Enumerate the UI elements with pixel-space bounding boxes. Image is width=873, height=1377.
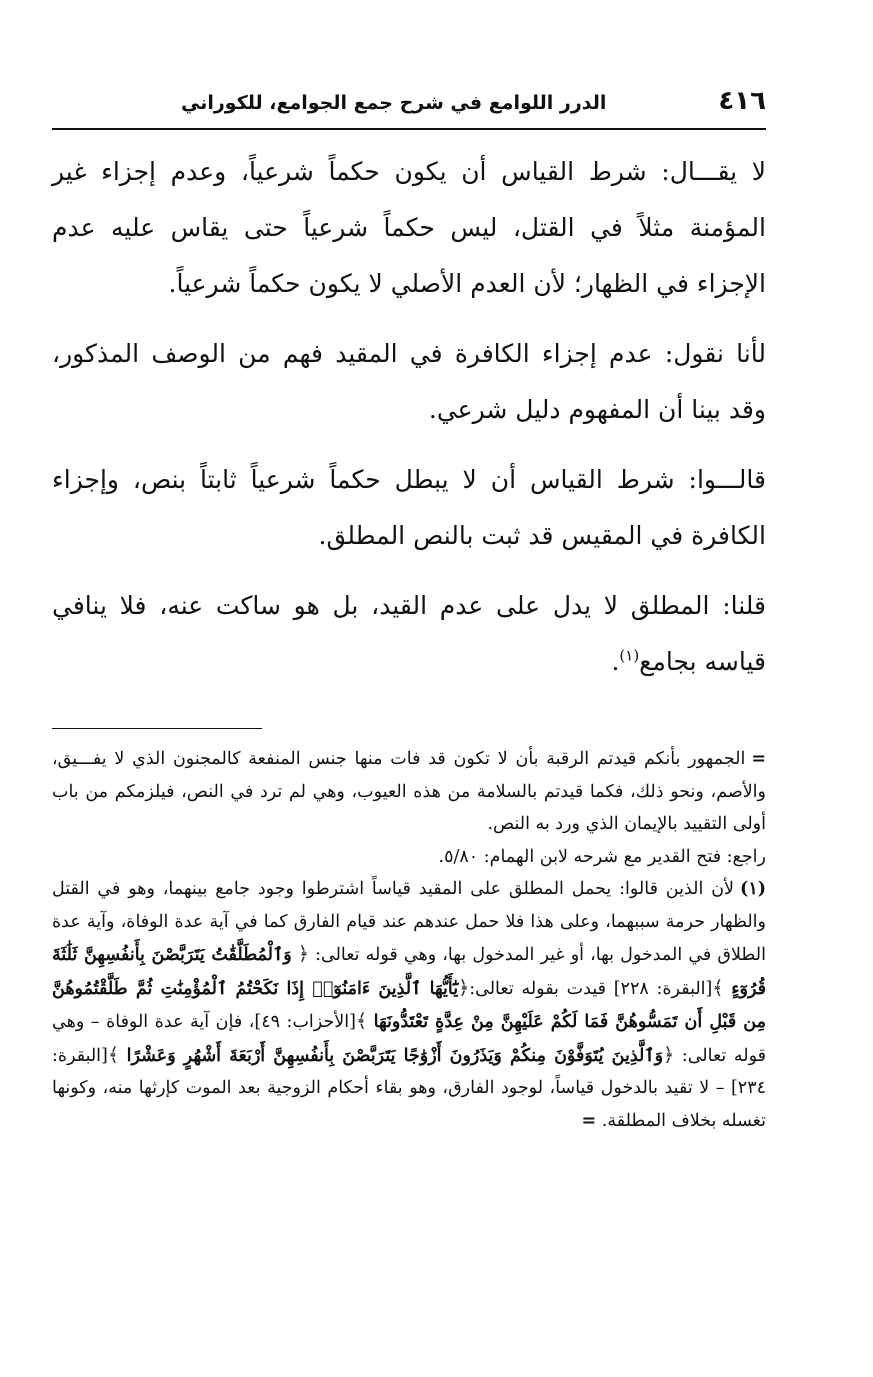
quran-brace-open: ﴿ [458,976,470,999]
citation-2: [الأحزاب: ٤٩] [254,1012,356,1032]
paragraph-3-lead: قالـــوا: [688,465,766,494]
citation-3: [البقرة: ٢٣٤] [52,1045,766,1098]
paragraph-4-end: . [611,647,620,676]
footnote-1-marker: (١) [740,879,766,899]
paragraph-4-lead: قلنا: [722,591,766,620]
continuation-text: الجمهور بأنكم قيدتم الرقبة بأن لا تكون قد فات منها جنس المنفعة كالمجنون الذي لا يفـــيق، والأصم، ونحو ذلك، فكما قيدتم بالسلامة من هذه العيوب، وهي لم ترد في النص، فيلزمكم من باب أولى التقييد بالإيمان الذي ورد به النص. [52,749,766,834]
paragraph-4 [52,578,766,690]
footnote-1-text-b: قيدت بقوله تعالى: [469,978,606,999]
page-header [52,86,766,126]
footnote-1-text-a: لأن الذين قالوا: يحمل المطلق على المقيد قياساً اشترطوا وجود جامع بينهما، وهو في القتل والظهار حرمة سببهما، وعلى هذا فلا حمل عندهم عند قيام الفارق كما في آية عدة الوفاة، وآية عدة الطلاق في المدخول بها، أو غير المدخول بها، وهي قوله تعالى: [52,879,766,965]
paragraph-2 [52,326,766,438]
footnote-1-text-d: – لا تقيد بالدخول قياساً، لوجود الفارق، وهو بقاء أحكام الزوجية بعد الموت كإرثها منه، وكونها تغسله بخلاف المطلقة. [52,1078,766,1131]
footnote-1 [52,873,766,1137]
paragraph-3-text: شرط القياس أن لا يبطل حكماً شرعياً ثابتاً بنص، وإجزاء الكافرة في المقيس قد ثبت بالنص المطلق. [52,465,766,550]
footnote-reference-line [52,841,766,874]
book-page [52,86,766,1137]
footnotes [52,743,766,1137]
paragraph-4-text: المطلق لا يدل على عدم القيد، بل هو ساكت عنه، فلا ينافي قياسه بجامع [52,591,766,676]
citation-1: [البقرة: ٢٢٨] [613,978,713,999]
main-text [52,144,766,690]
quran-brace-close: ﴾ [712,976,724,999]
continuation-end-marker: = [581,1110,597,1131]
reference-text: راجع: فتح القدير مع شرحه لابن الهمام: ٥/٨٠. [438,846,766,867]
paragraph-3 [52,452,766,564]
header-divider [52,128,766,130]
paragraph-1-lead: لا يقـــال: [661,157,766,186]
paragraph-1-text: شرط القياس أن يكون حكماً شرعياً، وعدم إجزاء غير المؤمنة مثلاً في القتل، ليس حكماً شرعياً حتى يقاس عليه عدم الإجزاء في الظهار؛ لأن العدم الأصلي لا يكون حكماً شرعياً. [52,157,766,298]
paragraph-2-lead: لأنا نقول: [664,339,766,368]
paragraph-1 [52,144,766,312]
page-number: ٤١٦ [718,86,766,116]
continuation-marker: = [751,749,766,769]
footnote-1-text-c: ، فإن آية عدة الوفاة – وهي قوله تعالى: [52,1012,766,1066]
quran-brace-close: ﴾ [107,1043,120,1066]
paragraph-2-text: عدم إجزاء الكافرة في المقيد فهم من الوصف المذكور، وقد بينا أن المفهوم دليل شرعي. [52,339,766,424]
quran-brace-close: ﴾ [355,1010,368,1032]
footnote-reference: (١) [619,646,640,665]
quran-verse-2: يَٰٓأَيُّهَا ٱلَّذِينَ ءَامَنُوٓا۟ إِذَا نَكَحْتُمُ ٱلْمُؤْمِنَٰتِ ثُمَّ طَلَّقْتُمُوهُنَّ مِن قَبْلِ أَن تَمَسُّوهُنَّ فَمَا لَكُمْ عَلَيْهِنَّ مِنْ عِدَّةٍ تَعْتَدُّونَهَا [52,978,766,1032]
footnote-divider [52,728,262,729]
running-title: الدرر اللوامع في شرح جمع الجوامع، للكوراني [180,92,607,114]
quran-brace-open: ﴿ [297,943,309,965]
quran-brace-open: ﴿ [663,1043,675,1066]
quran-verse-1: وَٱلْمُطَلَّقَٰتُ يَتَرَبَّصْنَ بِأَنفُسِهِنَّ ثَلَٰثَةَ قُرُوٓءٍ [52,945,766,999]
quran-verse-3: وَٱلَّذِينَ يُتَوَفَّوْنَ مِنكُمْ وَيَذَرُونَ أَزْوَٰجًا يَتَرَبَّصْنَ بِأَنفُسِهِنَّ أَرْبَعَةَ أَشْهُرٍ وَعَشْرًا [126,1045,664,1066]
footnote-continuation [52,743,766,841]
